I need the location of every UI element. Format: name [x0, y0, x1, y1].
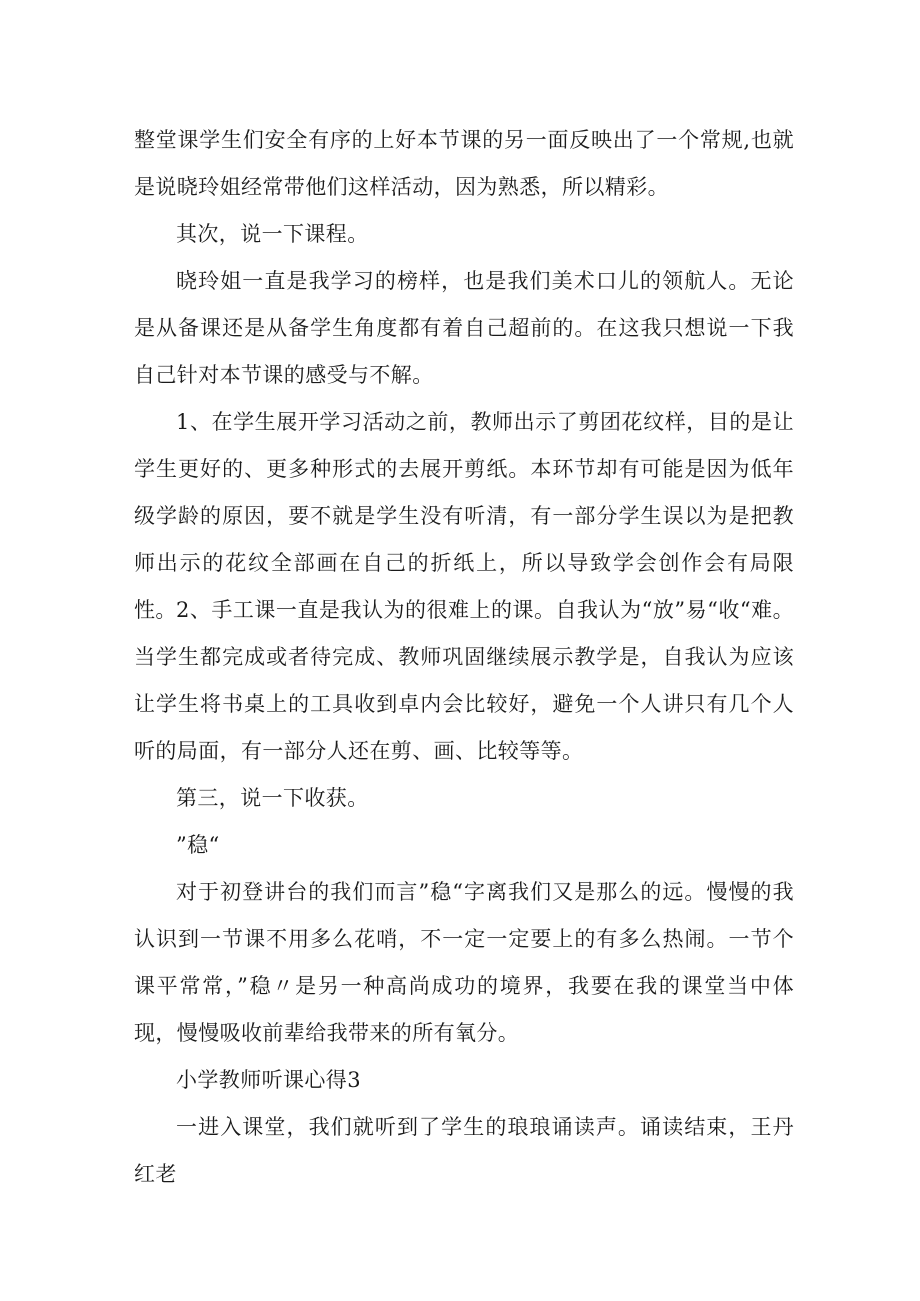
- paragraph-section-heading-3: 第三，说一下收获。: [176, 786, 369, 810]
- paragraph-body-2: 对于初登讲台的我们而言”稳“字离我们又是那么的远。慢慢的我认识到一节课不用多么花哨，不一定一定要上的有多么热闹。一节个课平常常，”稳〃是另一种高尚成功的境界，我要在我的课堂当中体现，慢慢吸收前辈给我带来的所有氧分。: [134, 880, 794, 1045]
- paragraph-point-1: 1、在学生展开学习活动之前，教师出示了剪团花纹样，目的是让学生更好的、更多种形式的去展开剪纸。本环节却有可能是因为低年级学龄的原因，要不就是学生没有听清，有一部分学生误以为是把教师出示的花纹全部画在自己的折纸上，所以导致学会创作会有局限性。: [134, 410, 794, 622]
- paragraph-section-heading-2: 其次，说一下课程。: [176, 222, 369, 246]
- paragraph-point-2: 2、手工课一直是我认为的很难上的课。自我认为“放”易“收“难。当学生都完成或者待完成、教师巩固继续展示教学是，自我认为应该让学生将书桌上的工具收到卓内会比较好，避免一个人讲只有几个人听的局面，有一部分人还在剪、画、比较等等。: [134, 598, 794, 763]
- paragraph-body-1: 晓玲姐一直是我学习的榜样，也是我们美术口儿的领航人。无论是从备课还是从备学生角度都有着自己超前的。在这我只想说一下我自己针对本节课的感受与不解。: [134, 269, 794, 387]
- paragraph-title: 小学教师听课心得3: [176, 1068, 361, 1092]
- paragraph-body-3: 一进入课堂，我们就听到了学生的琅琅诵读声。诵读结束，王丹红老: [134, 1115, 794, 1186]
- paragraph-keyword: ”稳“: [176, 833, 220, 857]
- paragraph-continuation: 整堂课学生们安全有序的上好本节课的另一面反映出了一个常规,也就是说晓玲姐经常带他们这样活动，因为熟悉，所以精彩。: [134, 128, 794, 199]
